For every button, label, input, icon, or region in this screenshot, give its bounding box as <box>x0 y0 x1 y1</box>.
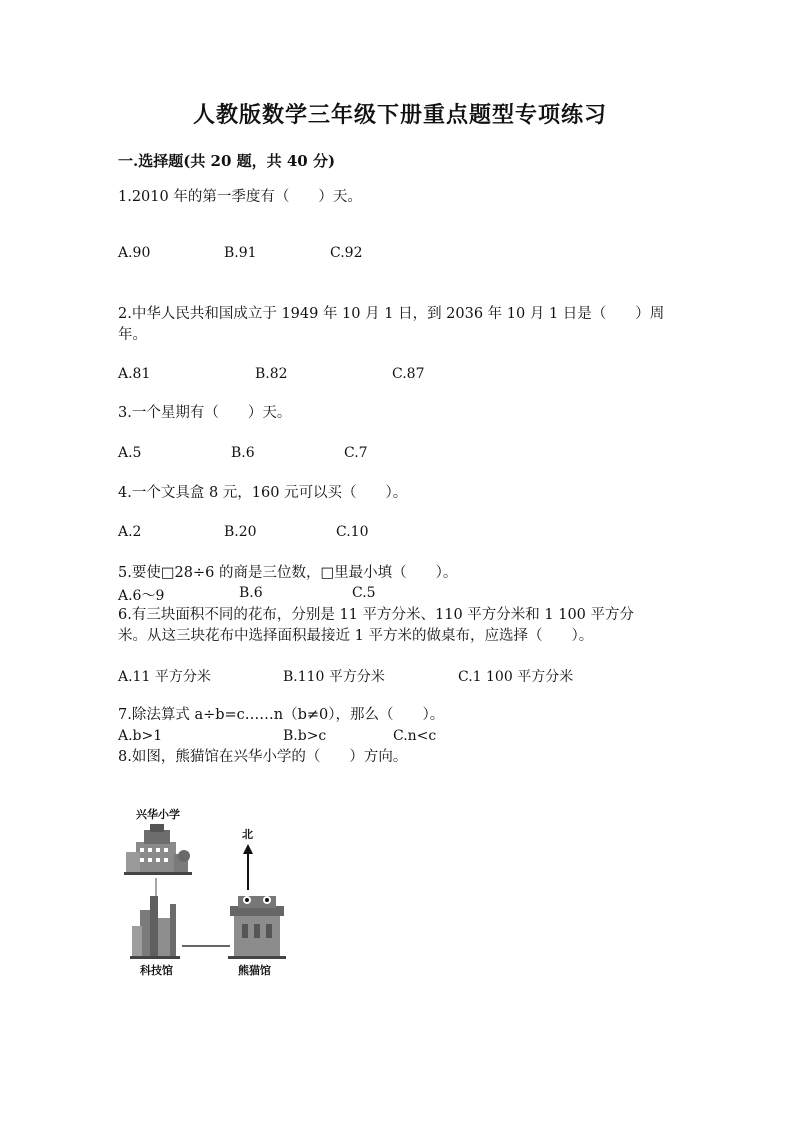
panda-house-label: 熊猫馆 <box>238 964 271 977</box>
question-2-line2: 年。 <box>118 327 147 343</box>
q2-option-c: C.87 <box>392 366 425 382</box>
q5-option-a: A.6～9 <box>118 588 165 604</box>
q5-option-c: C.5 <box>352 585 376 601</box>
section-heading: 一.选择题(共 20 题，共 40 分) <box>118 152 336 170</box>
question-3: 3.一个星期有（ ）天。 <box>118 405 292 421</box>
q3-option-c: C.7 <box>344 445 368 461</box>
north-arrow-icon <box>243 844 253 890</box>
question-4: 4.一个文具盒 8 元，160 元可以买（ ）。 <box>118 485 408 501</box>
map-illustration <box>110 800 310 980</box>
question-8: 8.如图，熊猫馆在兴华小学的（ ）方向。 <box>118 749 408 765</box>
science-museum-icon <box>130 878 180 959</box>
q3-option-b: B.6 <box>231 445 255 461</box>
q1-option-c: C.92 <box>330 245 363 261</box>
q7-option-c: C.n<c <box>393 728 437 744</box>
page-title: 人教版数学三年级下册重点题型专项练习 <box>192 102 607 128</box>
q4-option-c: C.10 <box>336 524 369 540</box>
q3-option-a: A.5 <box>118 445 142 461</box>
question-5: 5.要使□28÷6 的商是三位数，□里最小填（ ）。 <box>118 565 458 581</box>
q6-option-a: A.11 平方分米 <box>118 669 211 685</box>
q4-option-a: A.2 <box>118 524 142 540</box>
question-6-line2: 米。从这三块花布中选择面积最接近 1 平方米的做桌布，应选择（ ）。 <box>118 628 594 644</box>
panda-house-icon <box>228 896 286 959</box>
question-6-line1: 6.有三块面积不同的花布，分别是 11 平方分米、110 平方分米和 1 100 平方分 <box>118 607 635 623</box>
q5-option-b: B.6 <box>239 585 263 601</box>
school-building-icon <box>124 824 192 875</box>
q1-option-b: B.91 <box>224 245 257 261</box>
q2-option-b: B.82 <box>255 366 288 382</box>
q7-option-b: B.b>c <box>283 728 327 744</box>
question-7: 7.除法算式 a÷b=c……n（b≠0），那么（ ）。 <box>118 707 445 723</box>
school-label: 兴华小学 <box>136 808 180 821</box>
q7-option-a: A.b>1 <box>118 728 163 744</box>
q6-option-b: B.110 平方分米 <box>283 669 385 685</box>
question-2-line1: 2.中华人民共和国成立于 1949 年 10 月 1 日，到 2036 年 10 月 1 日是（ ）周 <box>118 306 665 322</box>
q2-option-a: A.81 <box>118 366 151 382</box>
science-museum-label: 科技馆 <box>140 964 173 977</box>
question-1: 1.2010 年的第一季度有（ ）天。 <box>118 189 362 205</box>
q4-option-b: B.20 <box>224 524 257 540</box>
q6-option-c: C.1 100 平方分米 <box>458 669 574 685</box>
q1-option-a: A.90 <box>118 245 151 261</box>
map-figure <box>110 800 310 980</box>
north-label: 北 <box>242 828 253 841</box>
